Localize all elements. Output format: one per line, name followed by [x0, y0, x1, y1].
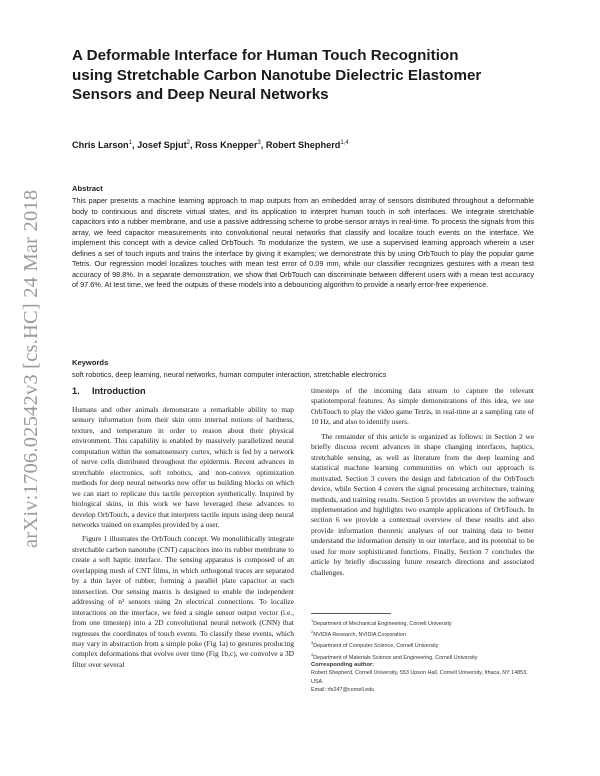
author-name: Ross Knepper	[195, 140, 258, 151]
author-name: Josef Spjut	[137, 140, 187, 151]
body-paragraph: timesteps of the incoming data stream to capture the relevant spatiotemporal features. As simple demonstrations of this idea, we use OrbTouch to play the video game Tetris, in real-time at a sampling rate of 10 Hz, and also to identify users.	[311, 386, 534, 427]
footnote-mark: 3	[311, 640, 314, 646]
author-affiliation-mark: 1,4	[340, 140, 349, 146]
footnote-text: NVIDIA Research, NVIDIA Corporation	[313, 632, 406, 638]
keywords-heading: Keywords	[72, 358, 109, 367]
author-affiliation-mark: 3	[257, 140, 261, 146]
footnote-text: Department of Mechanical Engineering, Cornell University	[313, 620, 452, 627]
body-paragraph: Humans and other animals demonstrate a remarkable ability to map sensory information from their skin onto internal notions of hardness, texture, and temperature in order to reason about their physical environment. This capability is enabled by massively parallelized neural computation within the somatosensory cortex, which is fed by a network of nerve cells distributed throughout the epidermis. Recent advances in stretchable electronics, soft robotics, and non-convex optimization methods for deep neural networks now offer us building blocks on which we can start to replicate this tactile perception synthetically. Inspired by biological skins, in this work we have leveraged these advances to develop OrbTouch, a device that interprets tactile inputs using deep neural networks trained on examples provided by a user.	[72, 405, 294, 529]
arxiv-identifier: arXiv:1706.02542v3 [cs.HC] 24 Mar 2018	[20, 189, 42, 548]
author-list: Chris Larson$^1$, Josef Spjut$^2$, Ross Knepper$^3$, Robert Shepherd$^{1,4}$	[72, 140, 349, 151]
footnote	[311, 617, 534, 628]
footnote-mark: 4	[311, 651, 314, 657]
abstract-heading: Abstract	[72, 184, 103, 193]
section-title: Introduction	[92, 386, 146, 396]
affiliation-footnotes	[311, 617, 534, 662]
footnote	[311, 628, 534, 639]
corresponding-address: Robert Shepherd, Cornell University, 553 Upson Hall, Cornell University, Ithaca, NY 14853, USA.	[311, 670, 528, 685]
author-name: Chris Larson	[72, 140, 129, 151]
footnote-mark: 1	[311, 618, 314, 623]
footnote-mark: 2	[311, 629, 314, 635]
corresponding-email: Email: rfs247@cornell.edu	[311, 687, 375, 694]
footnote-divider	[311, 613, 391, 614]
paper-title: A Deformable Interface for Human Touch Recognition using Stretchable Carbon Nanotube Dielectric Elastomer Sensors and Deep Neural Networks	[72, 47, 482, 103]
corresponding-author	[311, 661, 534, 695]
corresponding-heading: Corresponding author:	[311, 662, 375, 668]
intro-left-column	[72, 405, 294, 737]
footnote-text: Department of Computer Science, Cornell University	[313, 643, 439, 650]
author-affiliation-mark: 2	[186, 140, 190, 146]
section-number: 1.	[72, 386, 80, 396]
footnote-text: Department of Materials Science and Engineering, Cornell University	[313, 654, 478, 661]
section-heading	[72, 386, 146, 396]
keywords-text: soft robotics, deep learning, neural networks, human computer interaction, stretchable electronics	[72, 370, 387, 379]
body-paragraph: The remainder of this article is organized as follows: in Section 2 we briefly discuss recent advances in shape changing interfaces, haptics, stretchable sensing, as well as literature from the deep learning and statistical machine learning communities on which our approach is motivated. Section 3 covers the design and fabrication of the OrbTouch device, while Section 4 covers the signal processing architecture, training methods, and training results. Section 5 provides an overview the software implementation and highlights two example applications of OrbTouch. In section 6 we provide a contextual overview of these results and also provide information theoretic analyses of our training data to better understand the information density in our interface, and its potential to be used for more sophisticated functions. Finally, Section 7 concludes the article by briefly discussing future research directions and associated challenges.	[311, 431, 534, 577]
abstract-text: This paper presents a machine learning approach to map outputs from an embedded array of sensors distributed throughout a deformable body to continuous and discrete virtual states, and its application to interpret human touch in soft interfaces. We integrate stretchable capacitors into a rubber membrane, and use a passive addressing scheme to probe sensor arrays in real-time. To process the signals from this array, we feed capacitor measurements into convolutional neural networks that classify and localize touch events on the interface. We implement this concept with a device called OrbTouch. To modularize the system, we use a supervised learning approach wherein a user defines a set of touch inputs and trains the interface by giving it examples; we demonstrate this by using OrbTouch to play the popular game Tetris. Our regression model localizes touches with mean test error of 0.09 mm, while our classifier recognizes gestures with a mean test accuracy of 98.8%. In a separate demonstration, we show that OrbTouch can discriminate between different users with a mean test accuracy of 97.6%. At test time, we feed the outputs of these models into a debouncing algorithm to provide a nearly error-free experience.	[72, 196, 534, 289]
body-paragraph: Figure 1 illustrates the OrbTouch concept. We monolithically integrate stretchable carbon nanotube (CNT) capacitors into its rubber membrane to create a soft haptic interface. The sensing apparatus is composed of an overlapping mesh of CNT films, in which orthogonal traces are separated by a thin layer of rubber, forming a parallel plate capacitor at each intersection. Our sensing matrix is designed to enable the independent addressing of n² sensors using 2n electrical connections. To localize interactions on the interface, we feed a single sensor output vector (i.e., from one timestep) into a 2D convolutional neural network (CNN) that regresses the coordinates of touch events. To classify these events, which may vary in abstraction from a simple poke (Fig 1a) to gestures producing complex deformations that evolve over time (Fig 1b,c), we convolve a 3D filter over several	[72, 534, 294, 669]
footnote	[311, 639, 534, 650]
author-affiliation-mark: 1	[128, 140, 133, 146]
author-name: Robert Shepherd	[265, 140, 341, 151]
intro-right-column	[311, 386, 534, 610]
